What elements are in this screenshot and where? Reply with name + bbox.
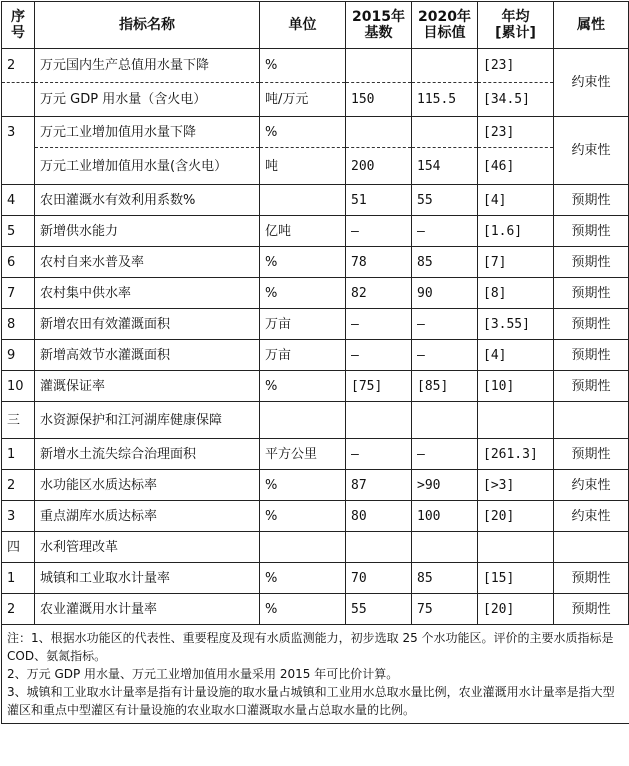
cell-unit (260, 185, 346, 216)
cell-avg: [7] (478, 247, 554, 278)
cell-target: 115.5 (412, 83, 478, 117)
cell-unit: 吨/万元 (260, 83, 346, 117)
table-row (2, 532, 629, 563)
cell-avg: [46] (478, 148, 554, 185)
cell-unit: 万亩 (260, 309, 346, 340)
cell-target: – (412, 216, 478, 247)
cell-target: 55 (412, 185, 478, 216)
cell-avg: [15] (478, 563, 554, 594)
cell-target: 154 (412, 148, 478, 185)
cell-name: 新增农田有效灌溉面积 (35, 309, 260, 340)
cell-no: 四 (2, 532, 35, 563)
table-row (2, 340, 629, 371)
table-row (2, 278, 629, 309)
note-2: 2、万元 GDP 用水量、万元工业增加值用水量采用 2015 年可比价计算。 (7, 667, 399, 681)
cell-name: 万元 GDP 用水量（含火电） (35, 83, 260, 117)
cell-no: 9 (2, 340, 35, 371)
cell-avg (478, 532, 554, 563)
cell-no: 8 (2, 309, 35, 340)
cell-attr: 预期性 (554, 594, 629, 625)
cell-unit: % (260, 117, 346, 148)
cell-avg: [10] (478, 371, 554, 402)
table-notes (1, 625, 629, 724)
section-row (2, 402, 629, 439)
indicator-table (1, 1, 629, 625)
cell-avg: [23] (478, 117, 554, 148)
cell-base (346, 117, 412, 148)
table-row (2, 247, 629, 278)
note-3: 3、城镇和工业取水计量率是指有计量设施的取水量占城镇和工业用水总取水量比例，农业灌溉用水计量率是指大型灌区和重点中型灌区有计量设施的农业取水口灌溉取水量占总取水量的比例。 (7, 685, 615, 717)
cell-target: [85] (412, 371, 478, 402)
cell-no: 2 (2, 49, 35, 83)
table-row (2, 148, 629, 185)
cell-avg: [4] (478, 185, 554, 216)
cell-base (346, 532, 412, 563)
cell-attr: 预期性 (554, 371, 629, 402)
cell-avg: [3.55] (478, 309, 554, 340)
cell-base: 78 (346, 247, 412, 278)
cell-name: 水资源保护和江河湖库健康保障 (35, 402, 260, 439)
cell-base: 87 (346, 470, 412, 501)
cell-name: 重点湖库水质达标率 (35, 501, 260, 532)
cell-avg: [4] (478, 340, 554, 371)
cell-target (412, 532, 478, 563)
table-row (2, 501, 629, 532)
cell-base: – (346, 340, 412, 371)
cell-avg: [20] (478, 501, 554, 532)
cell-target: 100 (412, 501, 478, 532)
cell-no: 2 (2, 470, 35, 501)
cell-target: 85 (412, 247, 478, 278)
cell-avg (478, 402, 554, 439)
cell-target (412, 117, 478, 148)
header-name: 指标名称 (35, 2, 260, 49)
cell-avg: [>3] (478, 470, 554, 501)
cell-unit: % (260, 470, 346, 501)
cell-no: 10 (2, 371, 35, 402)
cell-name: 万元工业增加值用水量(含火电） (35, 148, 260, 185)
cell-attr: 预期性 (554, 185, 629, 216)
cell-name: 水功能区水质达标率 (35, 470, 260, 501)
table-row (2, 371, 629, 402)
cell-attr: 预期性 (554, 216, 629, 247)
cell-attr: 预期性 (554, 439, 629, 470)
cell-unit: % (260, 49, 346, 83)
header-row (2, 2, 629, 49)
table-row (2, 563, 629, 594)
cell-attr: 预期性 (554, 309, 629, 340)
cell-unit: 亿吨 (260, 216, 346, 247)
cell-name: 农村自来水普及率 (35, 247, 260, 278)
cell-no: 1 (2, 439, 35, 470)
cell-unit: % (260, 278, 346, 309)
table-row (2, 216, 629, 247)
cell-base: [75] (346, 371, 412, 402)
cell-base: 80 (346, 501, 412, 532)
cell-unit: % (260, 594, 346, 625)
header-avg: 年均 [累计] (478, 2, 554, 49)
table-row (2, 117, 629, 148)
cell-unit: 万亩 (260, 340, 346, 371)
cell-attr: 预期性 (554, 278, 629, 309)
cell-unit (260, 402, 346, 439)
cell-name: 灌溉保证率 (35, 371, 260, 402)
cell-target: 75 (412, 594, 478, 625)
cell-target: – (412, 340, 478, 371)
cell-target: 90 (412, 278, 478, 309)
cell-base: 70 (346, 563, 412, 594)
table-row (2, 594, 629, 625)
cell-attr: 约束性 (554, 470, 629, 501)
cell-attr: 预期性 (554, 340, 629, 371)
header-no: 序 号 (2, 2, 35, 49)
cell-no: 三 (2, 402, 35, 439)
cell-attr: 约束性 (554, 49, 629, 117)
table-row (2, 439, 629, 470)
cell-target: >90 (412, 470, 478, 501)
table-row (2, 83, 629, 117)
cell-name: 城镇和工业取水计量率 (35, 563, 260, 594)
table-row (2, 49, 629, 83)
cell-avg: [34.5] (478, 83, 554, 117)
cell-avg: [261.3] (478, 439, 554, 470)
cell-no: 4 (2, 185, 35, 216)
cell-base: 200 (346, 148, 412, 185)
cell-base: 82 (346, 278, 412, 309)
cell-avg: [23] (478, 49, 554, 83)
cell-no: 2 (2, 594, 35, 625)
cell-unit: 平方公里 (260, 439, 346, 470)
cell-base (346, 402, 412, 439)
cell-no (2, 148, 35, 185)
cell-attr: 约束性 (554, 501, 629, 532)
cell-name: 万元国内生产总值用水量下降 (35, 49, 260, 83)
cell-unit: 吨 (260, 148, 346, 185)
cell-target: – (412, 439, 478, 470)
header-target: 2020年 目标值 (412, 2, 478, 49)
table-row (2, 470, 629, 501)
cell-target (412, 402, 478, 439)
cell-no: 1 (2, 563, 35, 594)
cell-no: 5 (2, 216, 35, 247)
cell-name: 水利管理改革 (35, 532, 260, 563)
cell-attr (554, 402, 629, 439)
cell-unit (260, 532, 346, 563)
note-1: 注：1、根据水功能区的代表性、重要程度及现有水质监测能力，初步选取 25 个水功能区。评价的主要水质指标是 COD、氨氮指标。 (7, 631, 614, 663)
cell-name: 农村集中供水率 (35, 278, 260, 309)
cell-avg: [8] (478, 278, 554, 309)
cell-base: 51 (346, 185, 412, 216)
cell-no: 7 (2, 278, 35, 309)
cell-avg: [1.6] (478, 216, 554, 247)
header-unit: 单位 (260, 2, 346, 49)
cell-target (412, 49, 478, 83)
cell-attr (554, 532, 629, 563)
cell-attr: 预期性 (554, 563, 629, 594)
cell-unit: % (260, 371, 346, 402)
header-attr: 属性 (554, 2, 629, 49)
cell-base: – (346, 439, 412, 470)
table-row (2, 309, 629, 340)
cell-name: 新增高效节水灌溉面积 (35, 340, 260, 371)
cell-no: 3 (2, 501, 35, 532)
cell-unit: % (260, 247, 346, 278)
cell-base: 55 (346, 594, 412, 625)
cell-attr: 预期性 (554, 247, 629, 278)
cell-name: 农业灌溉用水计量率 (35, 594, 260, 625)
cell-name: 农田灌溉水有效利用系数% (35, 185, 260, 216)
cell-name: 新增水土流失综合治理面积 (35, 439, 260, 470)
cell-unit: % (260, 563, 346, 594)
cell-base: – (346, 309, 412, 340)
cell-no: 6 (2, 247, 35, 278)
cell-name: 万元工业增加值用水量下降 (35, 117, 260, 148)
cell-base: 150 (346, 83, 412, 117)
cell-no (2, 83, 35, 117)
cell-unit: % (260, 501, 346, 532)
header-base: 2015年 基数 (346, 2, 412, 49)
cell-base: – (346, 216, 412, 247)
cell-no: 3 (2, 117, 35, 148)
cell-target: 85 (412, 563, 478, 594)
cell-base (346, 49, 412, 83)
cell-name: 新增供水能力 (35, 216, 260, 247)
cell-attr: 约束性 (554, 117, 629, 185)
cell-target: – (412, 309, 478, 340)
cell-avg: [20] (478, 594, 554, 625)
table-row (2, 185, 629, 216)
